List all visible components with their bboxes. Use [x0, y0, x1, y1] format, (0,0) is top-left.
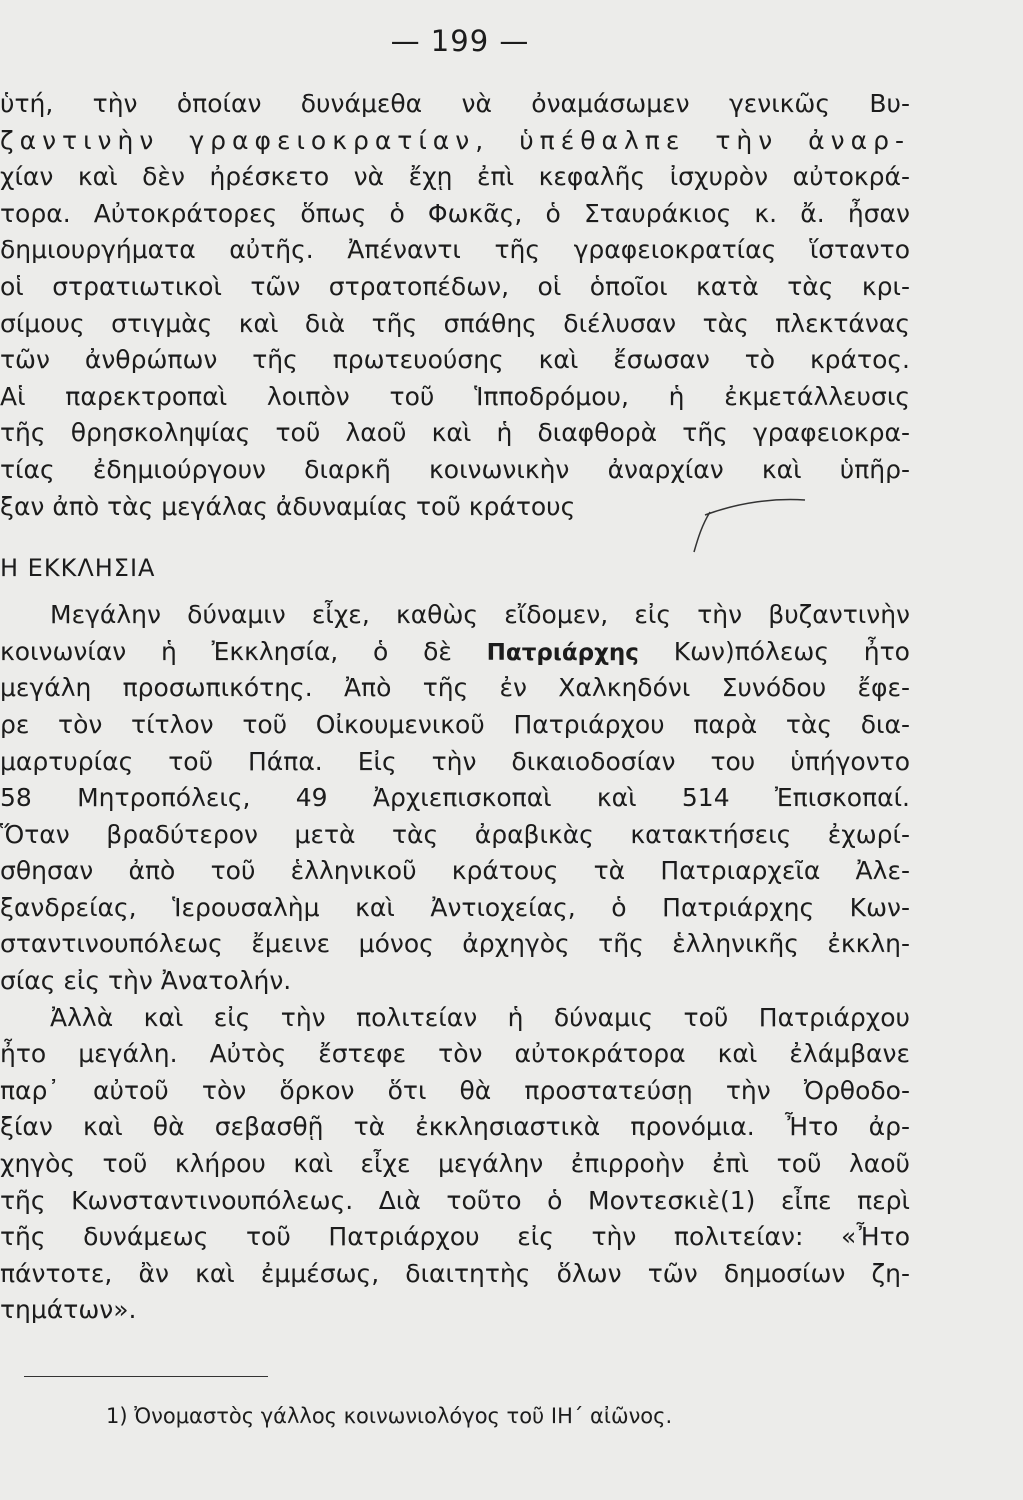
- text-line: ξανδρείας, Ἱερουσαλὴμ καὶ Ἀντιοχείας, ὁ Πατριάρχης Κων-: [0, 892, 910, 922]
- text-line: ὑτή, τὴν ὁποίαν δυνάμεθα νὰ ὀναμάσωμεν γενικῶς Βυ-: [0, 89, 910, 118]
- text-line: Ὅταν βραδύτερον μετὰ τὰς ἀραβικὰς κατακτήσεις ἐχωρί-: [0, 819, 910, 849]
- text-line: 58 Μητροπόλεις, 49 Ἀρχιεπισκοπαὶ καὶ 514 Ἐπισκοπαί.: [0, 783, 910, 813]
- paragraph-1: [0, 86, 910, 525]
- text-line: τημάτων».: [0, 1295, 137, 1325]
- text-line: ἦτο μεγάλη. Αὐτὸς ἔστεφε τὸν αὐτοκράτορα καὶ ἐλάμβανε: [0, 1039, 910, 1069]
- text-line: πάντοτε, ἂν καὶ ἐμμέσως, διαιτητὴς ὅλων τῶν δημοσίων ζη-: [0, 1258, 910, 1288]
- body-text: [0, 86, 910, 1329]
- text-line: τορα. Αὐτοκράτορες ὅπως ὁ Φωκᾶς, ὁ Σταυράκιος κ. ἄ. ἦσαν: [0, 198, 910, 228]
- text-line: τίας ἐδημιούργουν διαρκῆ κοινωνικὴν ἀναρχίαν καὶ ὑπῆρ-: [0, 454, 910, 484]
- text-line: ξαν ἀπὸ τὰς μεγάλας ἀδυναμίας τοῦ κράτους: [0, 491, 576, 521]
- page-number: — 199 —: [390, 24, 530, 58]
- text-line: Μεγάλην δύναμιν εἶχε, καθὼς εἴδομεν, εἰς τὴν βυζαντινὴν: [50, 600, 910, 630]
- text-line: οἱ στρατιωτικοὶ τῶν στρατοπέδων, οἱ ὁποῖοι κατὰ τὰς κρι-: [0, 271, 910, 301]
- text-line: σταντινουπόλεως ἔμεινε μόνος ἀρχηγὸς τῆς ἑλληνικῆς ἐκκλη-: [0, 929, 910, 959]
- text-line: παρ᾽ αὐτοῦ τὸν ὅρκον ὅτι θὰ προστατεύσῃ τὴν Ὀρθοδο-: [0, 1075, 910, 1105]
- footnote-divider: [24, 1376, 268, 1377]
- text-line: σίας εἰς τὴν Ἀνατολήν.: [0, 966, 292, 996]
- text-line: σίμους στιγμὰς καὶ διὰ τῆς σπάθης διέλυσαν τὰς πλεκτάνας: [0, 308, 910, 338]
- text-line: σθησαν ἀπὸ τοῦ ἑλληνικοῦ κράτους τὰ Πατριαρχεῖα Ἀλε-: [0, 856, 910, 886]
- text-line: μαρτυρίας τοῦ Πάπα. Εἰς τὴν δικαιοδοσίαν του ὑπήγοντο: [0, 746, 910, 776]
- text-line: Αἱ παρεκτροπαὶ λοιπὸν τοῦ Ἱπποδρόμου, ἡ ἐκμετάλλευσις: [0, 381, 910, 411]
- paragraph-2: [0, 597, 910, 1000]
- pen-mark-scribble: [690, 490, 810, 560]
- text-line: τῆς θρησκοληψίας τοῦ λαοῦ καὶ ἡ διαφθορὰ τῆς γραφειοκρα-: [0, 418, 910, 448]
- text-line: [0, 634, 910, 671]
- text-span: κοινωνίαν ἡ Ἐκκλησία, ὁ δὲ: [0, 636, 487, 666]
- text-span: Κων)πόλεως ἦτο: [638, 636, 910, 666]
- footnote: 1) Ὀνομαστὸς γάλλος κοινωνιολόγος τοῦ ΙΗ΄ αἰῶνος.: [106, 1404, 673, 1428]
- text-line: δημιουργήματα αὐτῆς. Ἀπέναντι τῆς γραφειοκρατίας ἵσταντο: [0, 235, 910, 265]
- text-line: χίαν καὶ δὲν ἠρέσκετο νὰ ἔχῃ ἐπὶ κεφαλῆς ἰσχυρὸν αὐτοκρά-: [0, 162, 910, 192]
- text-line: ξίαν καὶ θὰ σεβασθῇ τὰ ἐκκλησιαστικὰ προνόμια. Ἦτο ἀρ-: [0, 1112, 910, 1142]
- bold-term: Πατριάρχης: [486, 639, 639, 666]
- text-line: ρε τὸν τίτλον τοῦ Οἰκουμενικοῦ Πατριάρχου παρὰ τὰς δια-: [0, 709, 910, 739]
- text-line: ζαντινὴν γραφειοκρατίαν, ὑπέθαλπε τὴν ἀναρ-: [0, 125, 910, 155]
- text-line: χηγὸς τοῦ κλήρου καὶ εἶχε μεγάλην ἐπιρροὴν ἐπὶ τοῦ λαοῦ: [0, 1149, 910, 1179]
- text-line: μεγάλη προσωπικότης. Ἀπὸ τῆς ἐν Χαλκηδόνι Συνόδου ἔφε-: [0, 673, 910, 703]
- paragraph-3: [0, 1000, 910, 1329]
- section-heading: Η ΕΚΚΛΗΣΙΑ: [0, 554, 156, 583]
- text-line: Ἀλλὰ καὶ εἰς τὴν πολιτείαν ἡ δύναμις τοῦ Πατριάρχου: [50, 1002, 910, 1032]
- text-line: τῆς δυνάμεως τοῦ Πατριάρχου εἰς τὴν πολιτείαν: «Ἦτο: [0, 1222, 910, 1252]
- text-line: τῆς Κωνσταντινουπόλεως. Διὰ τοῦτο ὁ Μοντεσκιὲ(1) εἶπε περὶ: [0, 1185, 910, 1215]
- text-line: τῶν ἀνθρώπων τῆς πρωτευούσης καὶ ἔσωσαν τὸ κράτος.: [0, 345, 910, 375]
